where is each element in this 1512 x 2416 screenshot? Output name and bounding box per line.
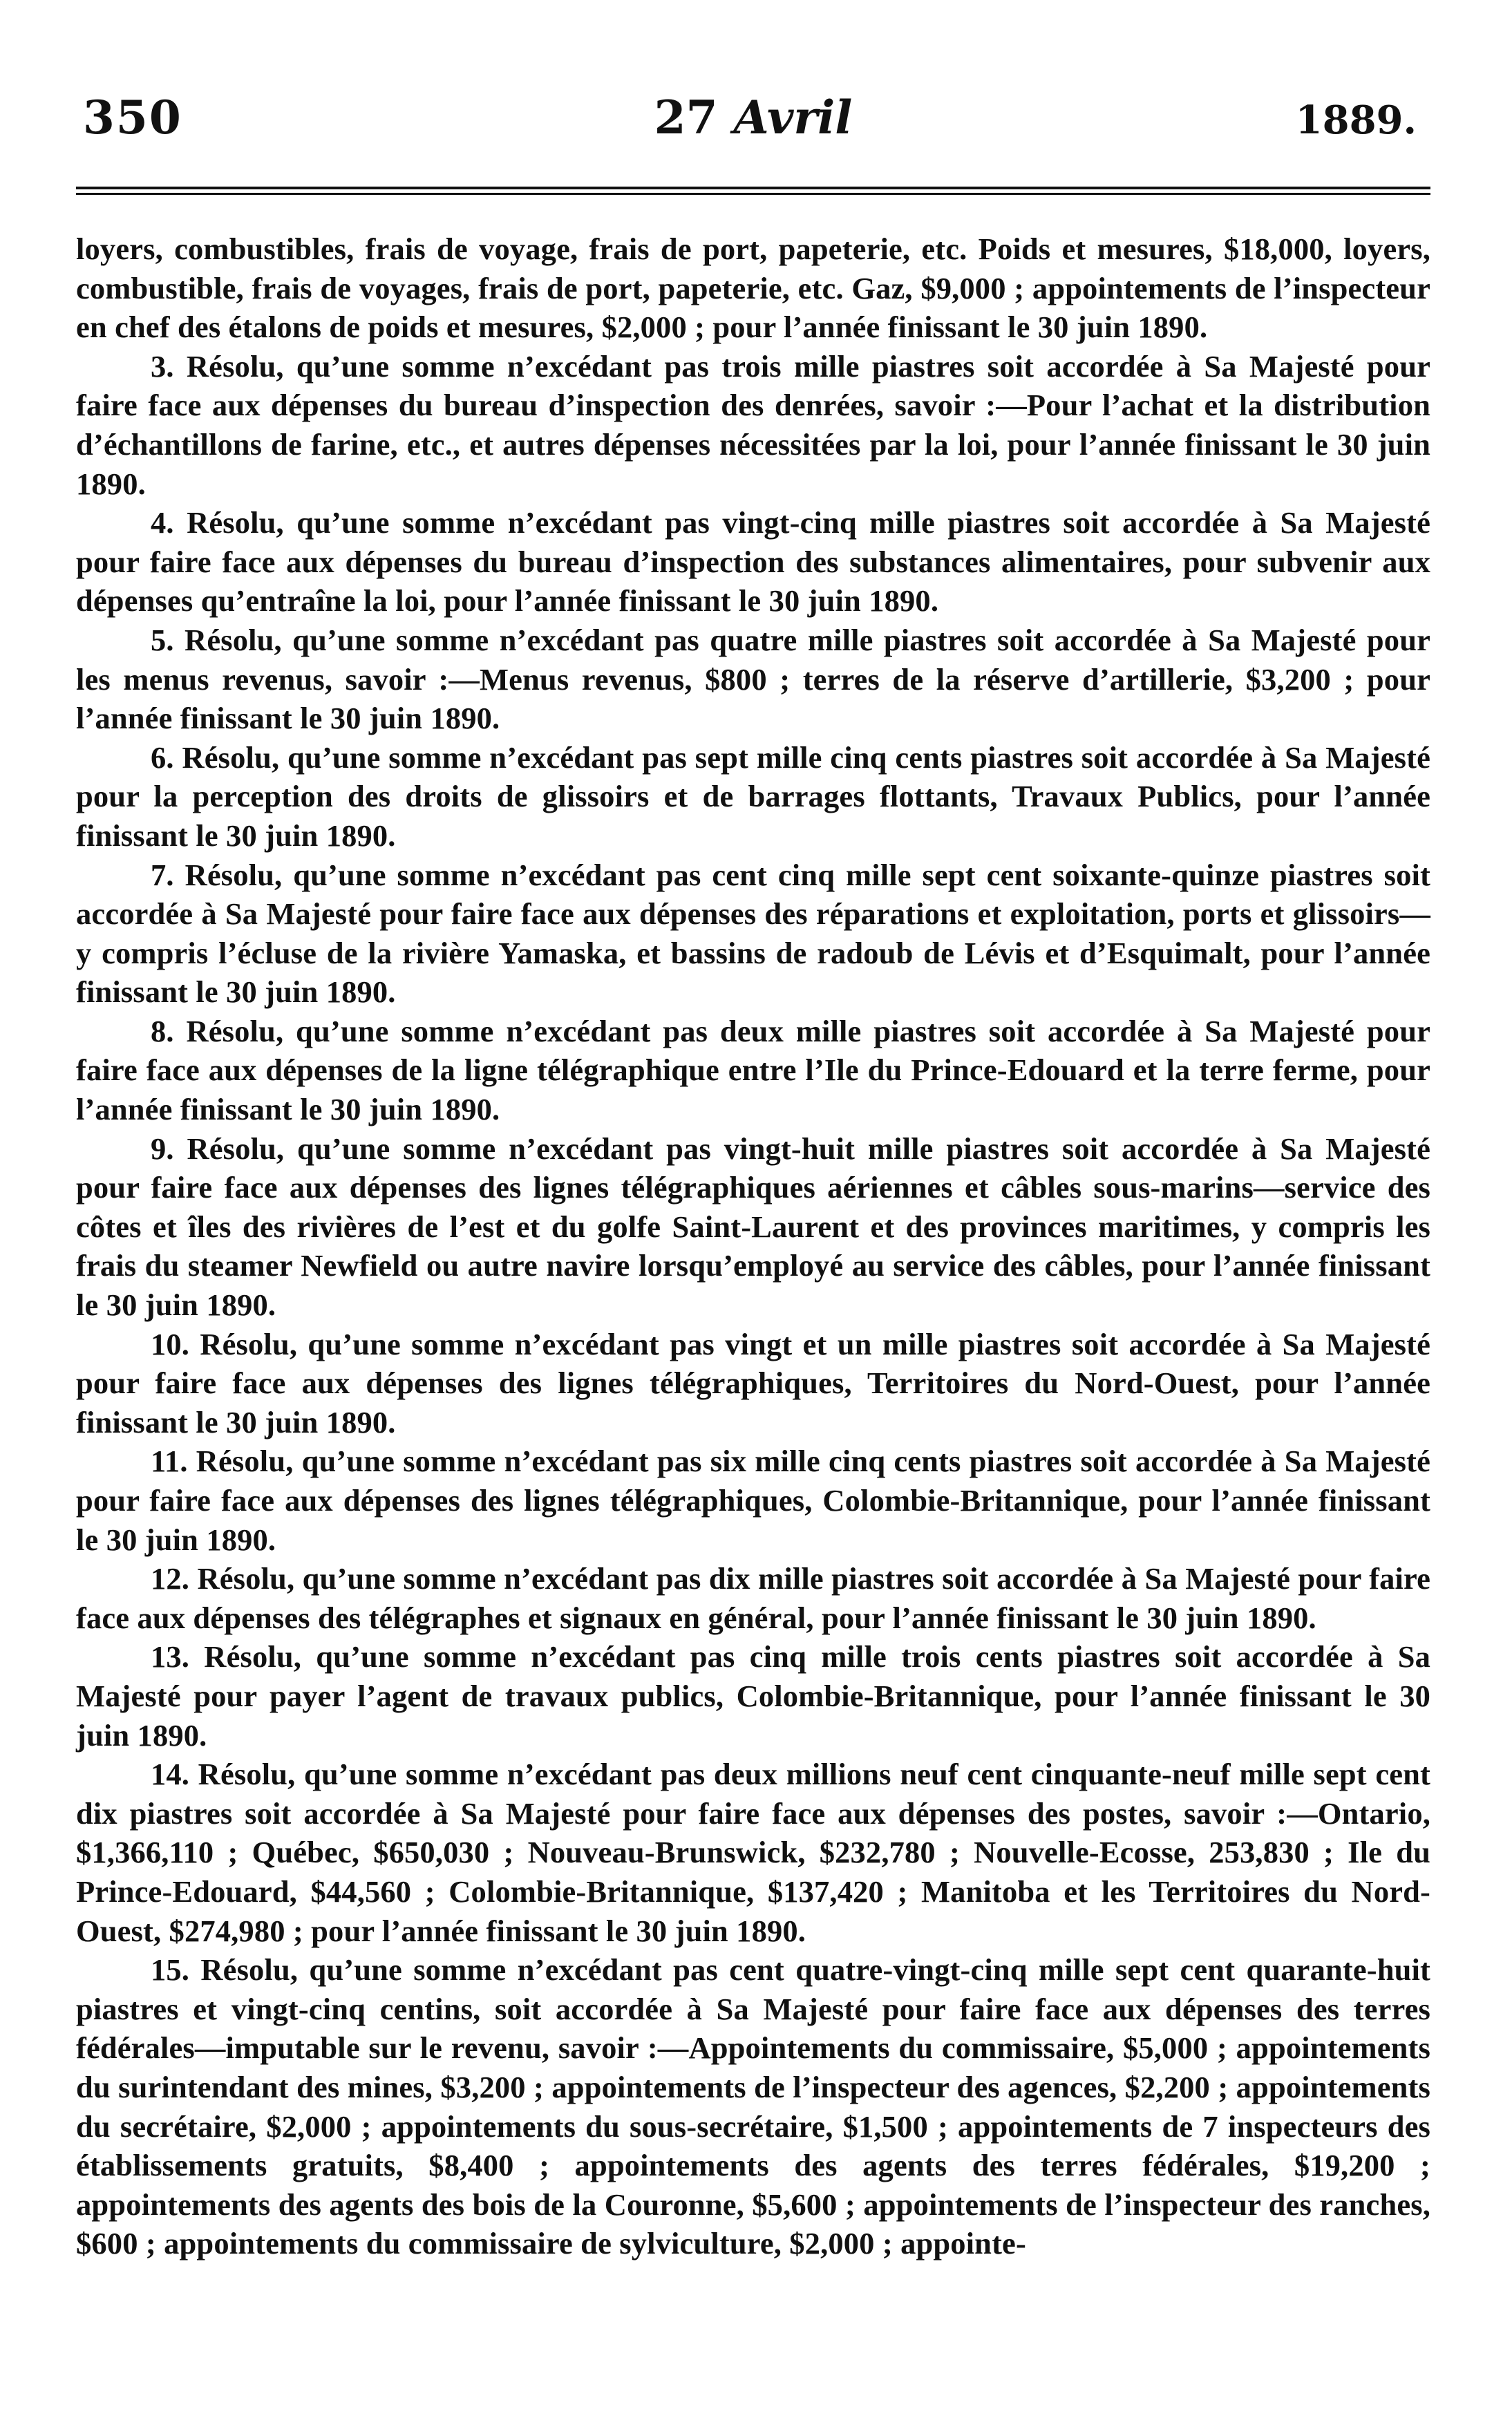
paragraph-resolution-11: 11. Résolu, qu’une somme n’excédant pas six mille cinq cents piastres soit accordée à Sa Majesté pour faire face aux dépenses des lignes télégraphiques, Colombie-Britannique, pour l’année finissant le 30 juin 1890. [76,1444,1430,1557]
paragraph-continued: loyers, combustibles, frais de voyage, frais de port, papeterie, etc. Poids et mesures, $18,000, loyers, combustible, frais de voyages, frais de port, papeterie, etc. Gaz, $9,000 ; appointements de l’inspecteur en chef des étalons de poids et mesures, $2,000 ; pour l’année finissant le 30 juin 1890. [76,232,1430,345]
paragraph-resolution-4: 4. Résolu, qu’une somme n’excédant pas vingt-cinq mille piastres soit accordée à Sa Majesté pour faire face aux dépenses du bureau d’inspection des substances alimentaires, pour subvenir aux dépenses qu’entraîne la loi, pour l’année finissant le 30 juin 1890. [76,505,1430,619]
paragraph-resolution-13: 13. Résolu, qu’une somme n’excédant pas cinq mille trois cents piastres soit accordée à Sa Majesté pour payer l’agent de travaux publics, Colombie-Britannique, pour l’année finissant le 30 juin 1890. [76,1639,1430,1753]
body-text [76,229,1430,2263]
header-rule-top-line [76,187,1430,189]
running-head [76,90,1430,166]
paragraph-resolution-6: 6. Résolu, qu’une somme n’excédant pas sept mille cinq cents piastres soit accordée à Sa Majesté pour la perception des droits de glissoirs et de barrages flottants, Travaux Publics, pour l’année finissant le 30 juin 1890. [76,739,1430,853]
header-year: 1889. [1295,97,1417,143]
paragraph-resolution-5: 5. Résolu, qu’une somme n’excédant pas quatre mille piastres soit accordée à Sa Majesté pour les menus revenus, savoir :—Menus revenus, $800 ; terres de la réserve d’artillerie, $3,200 ; pour l’année finissant le 30 juin 1890. [76,622,1430,736]
page-number: 350 [83,91,182,144]
header-rule [76,187,1430,200]
header-date-day: 27 [654,91,718,144]
header-date-month: Avril [733,91,853,144]
paragraph-resolution-15: 15. Résolu, qu’une somme n’excédant pas cent quatre-vingt-cinq mille sept cent quarante-huit piastres et vingt-cinq centins, soit accordée à Sa Majesté pour faire face aux dépenses des terres fédérales—imputable sur le revenu, savoir :—Appointements du commissaire, $5,000 ; appointements du surintendant des mines, $3,200 ; appointements de l’inspecteur des agences, $2,200 ; appointements du secrétaire, $2,000 ; appointements du sous-secrétaire, $1,500 ; appointements de 7 inspecteurs des établissements gratuits, $8,400 ; appointements des agents des terres fédérales, $19,200 ; appointements des agents des bois de la Couronne, $5,600 ; appointements de l’inspecteur des ranches, $600 ; appointements du commissaire de sylviculture, $2,000 ; appointe- [76,1952,1430,2261]
paragraph-resolution-7: 7. Résolu, qu’une somme n’excédant pas cent cinq mille sept cent soixante-quinze piastres soit accordée à Sa Majesté pour faire face aux dépenses des réparations et exploitation, ports et glissoirs—y compris l’écluse de la rivière Yamaska, et bassins de radoub de Lévis et d’Esquimalt, pour l’année finissant le 30 juin 1890. [76,857,1430,1010]
paragraph-resolution-12: 12. Résolu, qu’une somme n’excédant pas dix mille piastres soit accordée à Sa Majesté pour faire face aux dépenses des télégraphes et signaux en général, pour l’année finissant le 30 juin 1890. [76,1561,1430,1635]
header-date [76,90,1430,145]
paragraph-resolution-14: 14. Résolu, qu’une somme n’excédant pas deux millions neuf cent cinquante-neuf mille sept cent dix piastres soit accordée à Sa Majesté pour faire face aux dépenses des postes, savoir :—Ontario, $1,366,110 ; Québec, $650,030 ; Nouveau-Brunswick, $232,780 ; Nouvelle-Ecosse, 253,830 ; Ile du Prince-Edouard, $44,560 ; Colombie-Britannique, $137,420 ; Manitoba et les Territoires du Nord-Ouest, $274,980 ; pour l’année finissant le 30 juin 1890. [76,1757,1430,1948]
document-page [76,90,1430,2370]
paragraph-resolution-9: 9. Résolu, qu’une somme n’excédant pas vingt-huit mille piastres soit accordée à Sa Majesté pour faire face aux dépenses des lignes télégraphiques aériennes et câbles sous-marins—service des côtes et îles des rivières de l’est et du golfe Saint-Laurent et des provinces maritimes, y compris les frais du steamer Newfield ou autre navire lorsqu’employé au service des câbles, pour l’année finissant le 30 juin 1890. [76,1131,1430,1323]
paragraph-resolution-8: 8. Résolu, qu’une somme n’excédant pas deux mille piastres soit accordée à Sa Majesté pour faire face aux dépenses de la ligne télégraphique entre l’Ile du Prince-Edouard et la terre ferme, pour l’année finissant le 30 juin 1890. [76,1013,1430,1127]
paragraph-resolution-3: 3. Résolu, qu’une somme n’excédant pas trois mille piastres soit accordée à Sa Majesté pour faire face aux dépenses du bureau d’inspection des denrées, savoir :—Pour l’achat et la distribution d’échantillons de farine, etc., et autres dépenses nécessitées par la loi, pour l’année finissant le 30 juin 1890. [76,348,1430,501]
paragraph-resolution-10: 10. Résolu, qu’une somme n’excédant pas vingt et un mille piastres soit accordée à Sa Majesté pour faire face aux dépenses des lignes télégraphiques, Territoires du Nord-Ouest, pour l’année finissant le 30 juin 1890. [76,1326,1430,1440]
header-rule-bottom-line [76,193,1430,195]
